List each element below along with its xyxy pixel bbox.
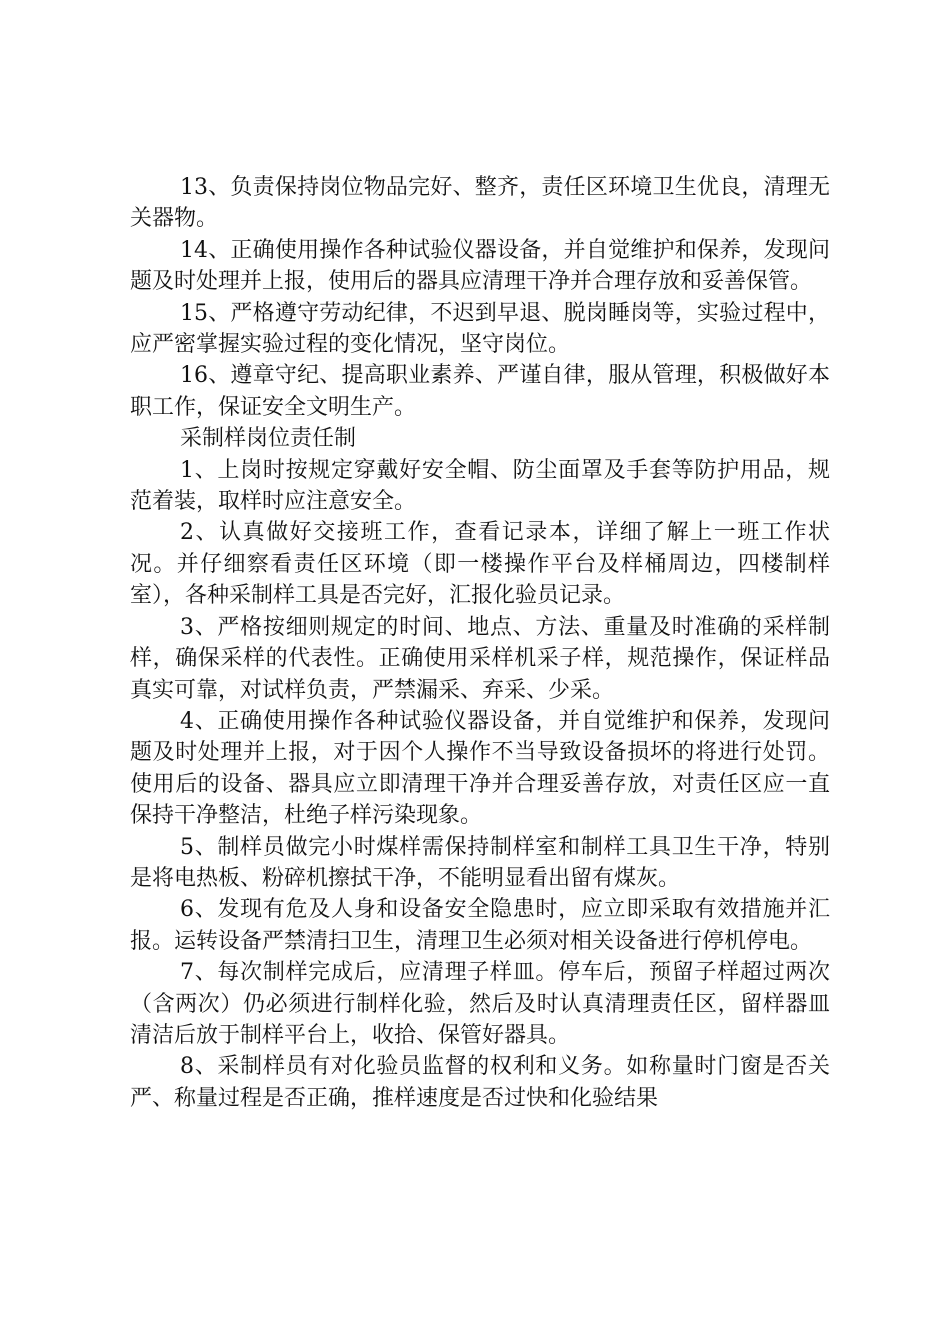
section-paragraph-8: 8、采制样员有对化验员监督的权利和义务。如称量时门窗是否关严、称量过程是否正确，推样速度是否过快和化验结果 — [130, 1054, 830, 1111]
section-paragraph-6: 6、发现有危及人身和设备安全隐患时，应立即采取有效措施并汇报。运转设备严禁清扫卫生，清理卫生必须对相关设备进行停机停电。 — [130, 897, 830, 954]
section-paragraph-7: 7、每次制样完成后，应清理子样皿。停车后，预留子样超过两次（含两次）仍必须进行制样化验，然后及时认真清理责任区，留样器皿清洁后放于制样平台上，收拾、保管好器具。 — [130, 960, 830, 1048]
section-paragraph-1: 1、上岗时按规定穿戴好安全帽、防尘面罩及手套等防护用品，规范着装，取样时应注意安全。 — [130, 457, 830, 515]
section-paragraph-4: 4、正确使用操作各种试验仪器设备，并自觉维护和保养，发现问题及时处理并上报，对于因个人操作不当导致设备损坏的将进行处罚。使用后的设备、器具应立即清理干净并合理妥善存放，对责任区应一直保持干净整洁，杜绝子样污染现象。 — [130, 708, 830, 829]
document-body — [130, 172, 830, 1114]
paragraph-14: 14、正确使用操作各种试验仪器设备，并自觉维护和保养，发现问题及时处理并上报，使用后的器具应清理干净并合理存放和妥善保管。 — [130, 237, 830, 295]
section-paragraph-2: 2、认真做好交接班工作，查看记录本，详细了解上一班工作状况。并仔细察看责任区环境（即一楼操作平台及样桶周边，四楼制样室），各种采制样工具是否完好，汇报化验员记录。 — [130, 520, 830, 609]
paragraph-13: 13、负责保持岗位物品完好、整齐，责任区环境卫生优良，清理无关器物。 — [130, 175, 830, 232]
section-heading: 采制样岗位责任制 — [180, 426, 357, 452]
paragraph-15: 15、严格遵守劳动纪律，不迟到早退、脱岗睡岗等，实验过程中，应严密掌握实验过程的变化情况，坚守岗位。 — [130, 300, 830, 358]
section-paragraph-3: 3、严格按细则规定的时间、地点、方法、重量及时准确的采样制样，确保采样的代表性。正确使用采样机采子样，规范操作，保证样品真实可靠，对试样负责，严禁漏采、弃采、少采。 — [130, 614, 830, 703]
paragraph-16: 16、遵章守纪、提高职业素养、严谨自律，服从管理，积极做好本职工作，保证安全文明生产。 — [130, 363, 830, 420]
section-paragraph-5: 5、制样员做完小时煤样需保持制样室和制样工具卫生干净，特别是将电热板、粉碎机擦拭干净，不能明显看出留有煤灰。 — [130, 834, 830, 891]
